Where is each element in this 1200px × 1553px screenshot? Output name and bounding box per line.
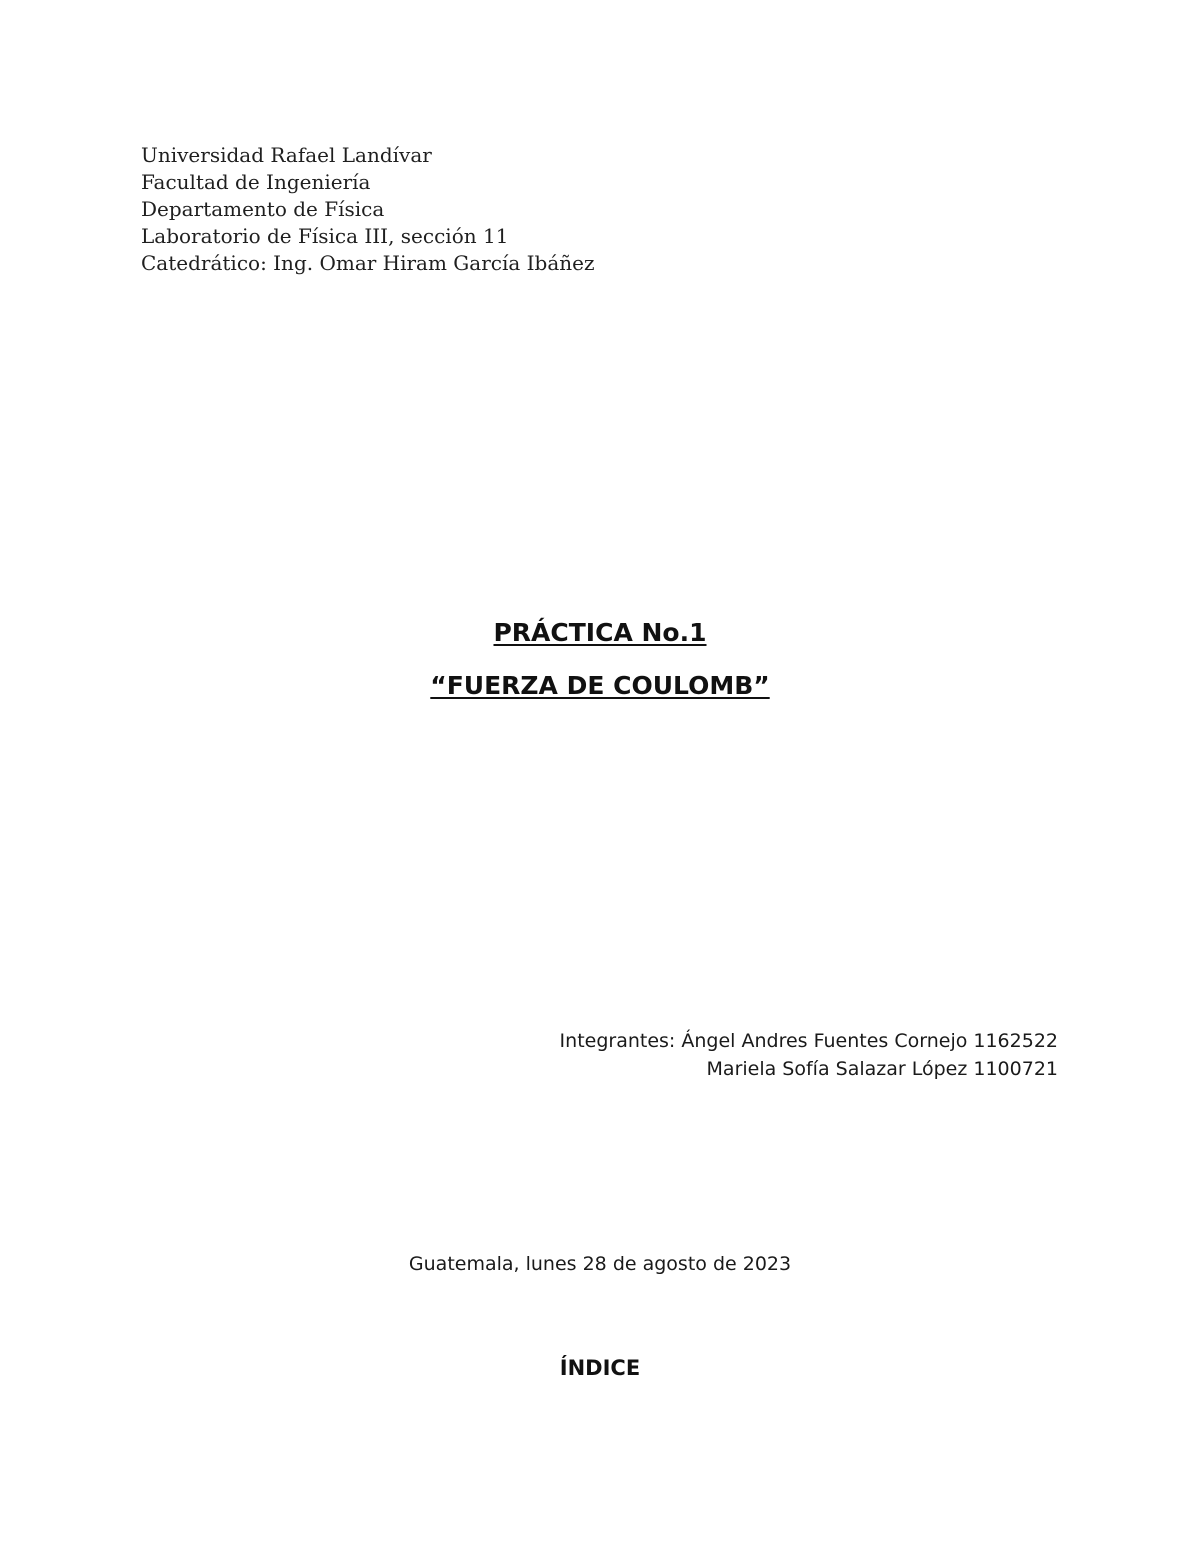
professor-name: Catedrático: Ing. Omar Hiram García Ibáñez xyxy=(141,251,595,275)
practice-number-title xyxy=(0,618,1200,647)
members-block xyxy=(560,1027,1058,1083)
university-name: Universidad Rafael Landívar xyxy=(141,143,432,167)
practice-name-title xyxy=(0,671,1200,700)
practice-number-text: PRÁCTICA No.1 xyxy=(493,618,707,647)
course-name: Laboratorio de Física III, sección 11 xyxy=(141,224,509,248)
faculty-name: Facultad de Ingeniería xyxy=(141,170,371,194)
date-line: Guatemala, lunes 28 de agosto de 2023 xyxy=(408,1253,792,1275)
institution-header xyxy=(141,142,595,277)
member-line-1: Integrantes: Ángel Andres Fuentes Cornejo 1162522 xyxy=(559,1030,1058,1052)
practice-name-text: “FUERZA DE COULOMB” xyxy=(430,671,770,700)
department-name: Departamento de Física xyxy=(141,197,385,221)
index-heading: ÍNDICE xyxy=(559,1356,641,1380)
member-line-2: Mariela Sofía Salazar López 1100721 xyxy=(706,1058,1058,1080)
